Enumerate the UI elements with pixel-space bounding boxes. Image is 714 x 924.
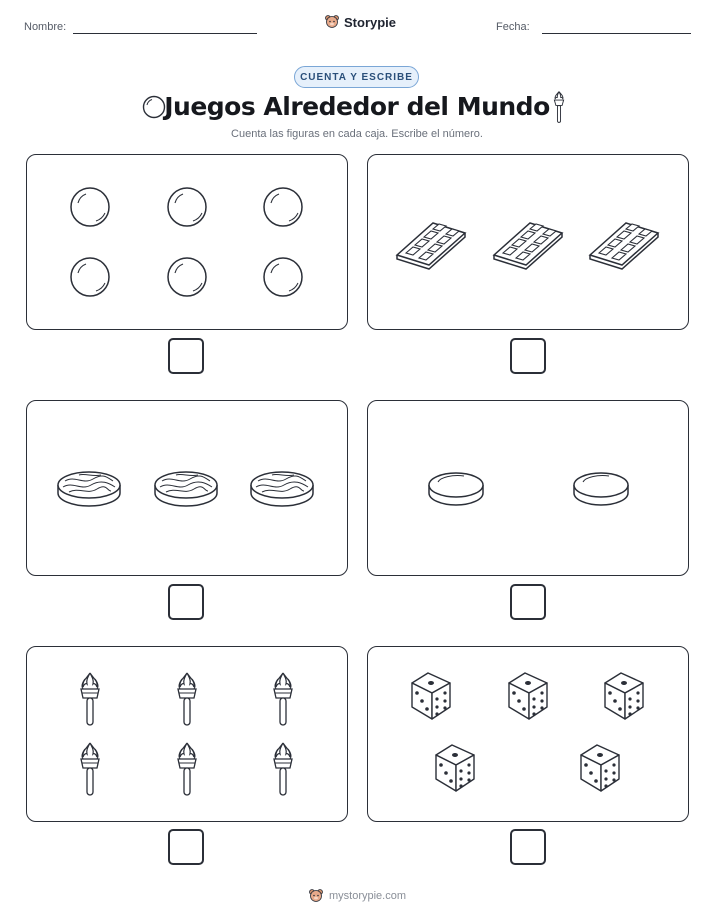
count-box-marbles (26, 154, 348, 330)
answer-box[interactable] (168, 829, 204, 865)
dice-icon (581, 745, 619, 791)
torch-icon (81, 673, 99, 725)
dice-icon (605, 673, 643, 719)
torch-icon (178, 673, 196, 725)
footer-url[interactable]: mystorypie.com (328, 890, 407, 902)
count-box-checkers (367, 400, 689, 576)
torch-icon (274, 673, 292, 725)
torch-icon (551, 90, 567, 124)
checker-piece-icon (574, 473, 628, 505)
wooden-disc-icon (58, 472, 120, 506)
mancala-board-icon (590, 223, 658, 269)
torch-icon (81, 743, 99, 795)
answer-box[interactable] (510, 338, 546, 374)
count-box-torches (26, 646, 348, 822)
torch-icon (178, 743, 196, 795)
brand-logo (324, 14, 396, 30)
date-label: Fecha: (496, 21, 530, 33)
bear-mascot-icon (324, 14, 340, 30)
mancala-board-icon (397, 223, 465, 269)
bear-mascot-icon (308, 888, 324, 904)
answer-box[interactable] (510, 829, 546, 865)
count-box-dice (367, 646, 689, 822)
footer (0, 888, 714, 904)
page-title: Juegos Alrededor del Mundo (164, 92, 550, 121)
checker-piece-icon (429, 473, 483, 505)
dice-icon (412, 673, 450, 719)
mancala-board-icon (494, 223, 562, 269)
dice-icon (436, 745, 474, 791)
wooden-disc-icon (251, 472, 313, 506)
dice-icon (509, 673, 547, 719)
torch-icon (274, 743, 292, 795)
wooden-disc-icon (155, 472, 217, 506)
answer-box[interactable] (510, 584, 546, 620)
date-line[interactable] (542, 33, 691, 34)
marble-icon (264, 188, 302, 226)
brand-name: Storypie (344, 14, 397, 30)
answer-box[interactable] (168, 338, 204, 374)
marble-icon (71, 188, 109, 226)
count-box-wooden-discs (26, 400, 348, 576)
name-label: Nombre: (24, 21, 67, 33)
marble-icon (168, 188, 206, 226)
marble-icon (264, 258, 302, 296)
marble-icon (168, 258, 206, 296)
instructions: Cuenta las figuras en cada caja. Escribe el número. (231, 128, 483, 140)
name-line[interactable] (73, 33, 257, 34)
answer-box[interactable] (168, 584, 204, 620)
marble-icon (71, 258, 109, 296)
count-box-mancala (367, 154, 689, 330)
activity-badge: CUENTA Y ESCRIBE (294, 66, 419, 88)
